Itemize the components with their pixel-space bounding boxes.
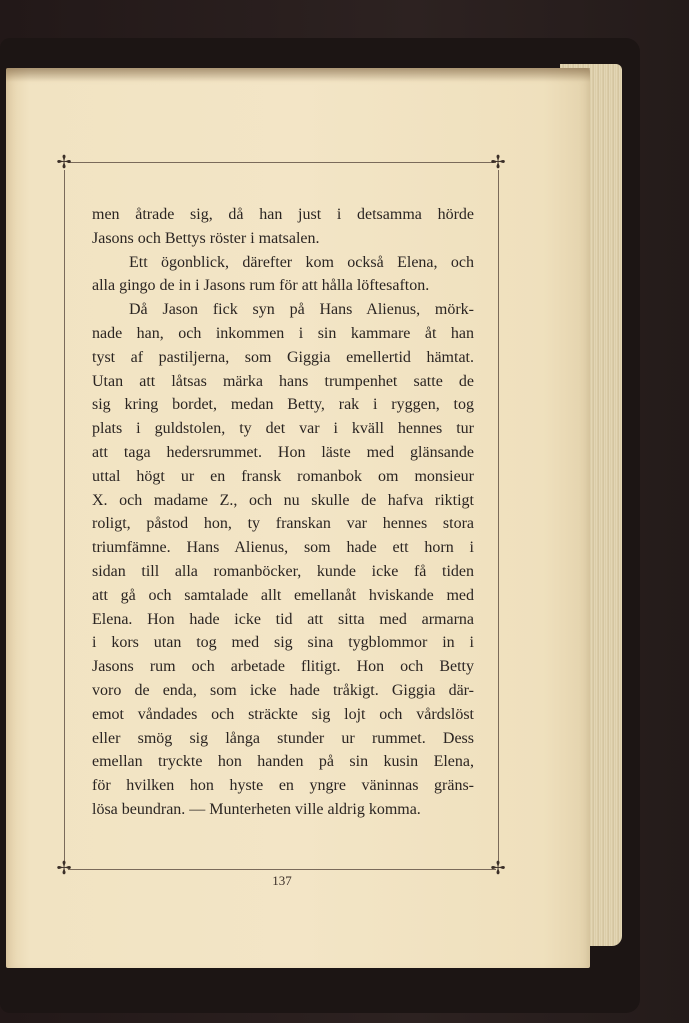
text-line: roligt, påstod hon, ty franskan var hennes stora [92, 515, 474, 533]
text-line: Ett ögonblick, därefter kom också Elena, och [129, 253, 474, 271]
text-line: Jasons och Bettys röster i matsalen. [92, 229, 320, 247]
text-line: Då Jason fick syn på Hans Alienus, mörk- [129, 301, 474, 319]
cross-ornament-icon: ✢ [490, 152, 506, 173]
text-line: lösa beundran. — Munterheten ville aldrig komma. [92, 800, 421, 818]
text-line: sidan till alla romanböcker, kunde icke få tiden [92, 562, 474, 580]
page-shadow [6, 68, 590, 82]
cross-ornament-icon: ✢ [56, 152, 72, 173]
text-line: eller smög sig långa stunder ur rummet. Dess [92, 729, 474, 747]
text-line: alla gingo de in i Jasons rum för att hålla löftesafton. [92, 277, 430, 295]
text-line: att gå och samtalade allt emellanåt hviskande med [92, 586, 474, 604]
text-line: Elena. Hon hade icke tid att sitta med armarna [92, 610, 474, 628]
text-line: Utan att låtsas märka hans trumpenhet satte de [92, 372, 474, 390]
text-line: för hvilken hon hyste en yngre väninnas gräns- [92, 777, 474, 795]
text-line: X. och madame Z., och nu skulle de hafva riktigt [92, 491, 474, 509]
text-line: Jasons rum och arbetade flitigt. Hon och Betty [92, 658, 474, 676]
cross-ornament-icon: ✢ [56, 858, 72, 879]
cross-ornament-icon: ✢ [490, 858, 506, 879]
text-line: nade han, och inkommen i sin kammare åt han [92, 324, 474, 342]
text-line: tyst af pastiljerna, som Giggia emellertid hämtat. [92, 348, 474, 366]
frame-right-rule [498, 170, 499, 862]
text-line: men åtrade sig, då han just i detsamma hörde [92, 206, 474, 223]
text-line: emellan tryckte hon handen på sin kusin Elena, [92, 753, 474, 771]
frame-bottom-rule [68, 869, 496, 870]
text-line: att taga hedersrummet. Hon läste med glänsande [92, 443, 474, 461]
frame-top-rule [68, 162, 496, 163]
page-number: 137 [272, 873, 292, 888]
text-line: emot våndades och sträckte sig lojt och vårdslöst [92, 705, 474, 723]
body-text [92, 203, 474, 822]
text-line: plats i guldstolen, ty det var i kväll hennes tur [92, 420, 474, 438]
text-line: voro de enda, som icke hade tråkigt. Giggia där- [92, 681, 474, 699]
frame-left-rule [64, 170, 65, 862]
text-line: uttal högt ur en fransk romanbok om monsieur [92, 467, 474, 485]
text-line: triumfämne. Hans Alienus, som hade ett horn i [92, 539, 474, 557]
text-line: sig kring bordet, medan Betty, rak i ryggen, tog [92, 396, 474, 414]
text-line: i kors utan tog med sig sina tygblommor in i [92, 634, 474, 652]
